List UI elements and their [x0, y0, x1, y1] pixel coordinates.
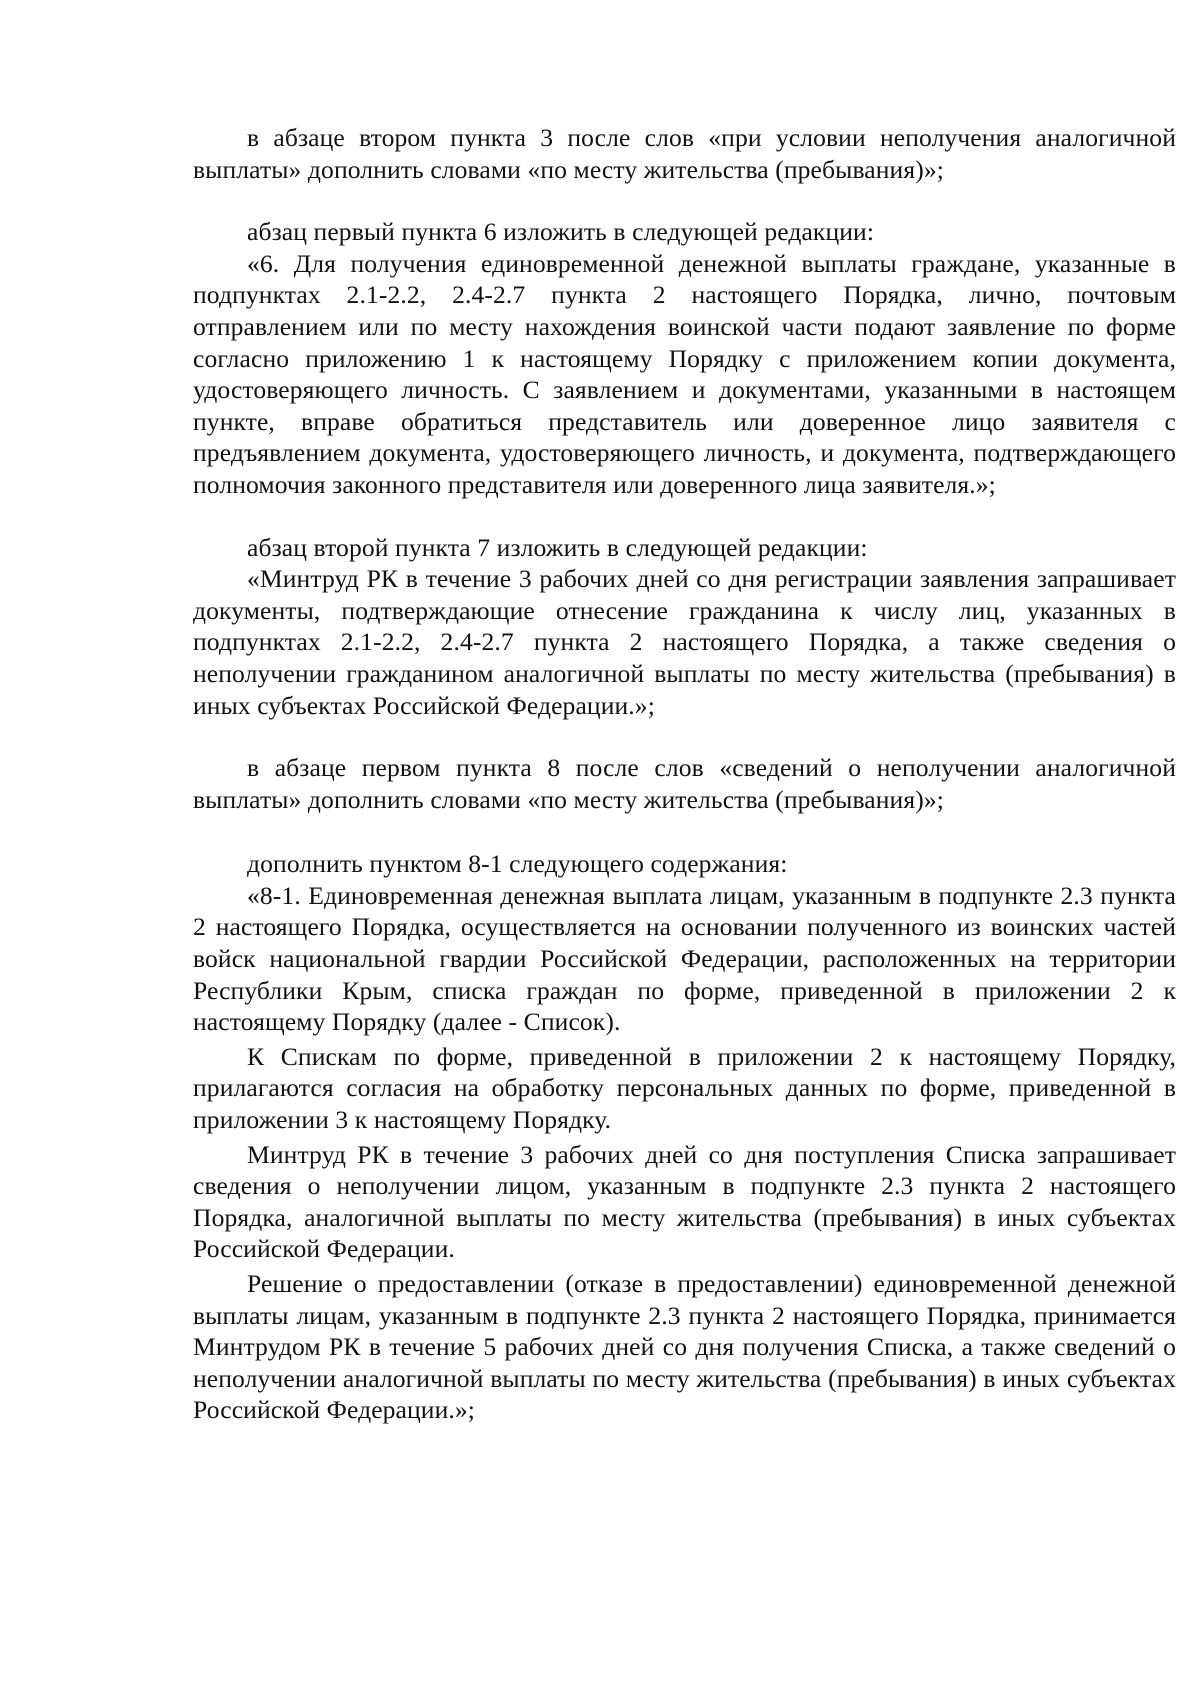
paragraph-amend-item-6-intro: абзац первый пункта 6 изложить в следующей редакции: — [247, 217, 875, 247]
paragraph-amend-item-7-intro: абзац второй пункта 7 изложить в следующей редакции: — [247, 532, 868, 562]
paragraph-item-6-text: «6. Для получения единовременной денежной выплаты граждане, указанные в подпунктах 2.1-2.2, 2.4-2.7 пункта 2 настоящего Порядка, лично, почтовым отправлением или по месту нахождения воинской части подают заявление по форме согласно приложению 1 к настоящему Порядку с приложением копии документа, удостоверяющего личность. С заявлением и документами, указанными в настоящем пункте, вправе обратиться представитель или доверенное лицо заявителя с предъявлением документа, удостоверяющего личность, и документа, подтверждающего полномочия законного представителя или доверенного лица заявителя.»; — [193, 248, 1176, 499]
paragraph-add-item-8-1-intro: дополнить пунктом 8-1 следующего содержания: — [247, 849, 788, 879]
paragraph-amend-item-8: в абзаце первом пункта 8 после слов «сведений о неполучении аналогичной выплаты» дополнить словами «по месту жительства (пребывания)»; — [193, 753, 1176, 814]
paragraph-item-8-1-request: Минтруд РК в течение 3 рабочих дней со дня поступления Списка запрашивает сведения о неполучении лицом, указанным в подпункте 2.3 пункта 2 настоящего Порядка, аналогичной выплаты по месту жительства (пребывания) в иных субъектах Российской Федерации. — [193, 1139, 1176, 1264]
paragraph-item-8-1-decision: Решение о предоставлении (отказе в предоставлении) единовременной денежной выплаты лицам, указанным в подпункте 2.3 пункта 2 настоящего Порядка, принимается Минтрудом РК в течение 5 рабочих дней со дня получения Списка, а также сведений о неполучении аналогичной выплаты по месту жительства (пребывания) в иных субъектах Российской Федерации.»; — [193, 1269, 1176, 1425]
paragraph-item-8-1-lists: К Спискам по форме, приведенной в приложении 2 к настоящему Порядку, прилагаются согласия на обработку персональных данных по форме, приведенной в приложении 3 к настоящему Порядку. — [193, 1041, 1176, 1135]
paragraph-item-8-1-text: «8-1. Единовременная денежная выплата лицам, указанным в подпункте 2.3 пункта 2 настоящего Порядка, осуществляется на основании полученного из воинских частей войск национальной гвардии Российской Федерации, расположенных на территории Республики Крым, списка граждан по форме, приведенной в приложении 2 к настоящему Порядку (далее - Список). — [193, 880, 1176, 1037]
paragraph-amend-item-3: в абзаце втором пункта 3 после слов «при условии неполучения аналогичной выплаты» дополнить словами «по месту жительства (пребывания)»; — [193, 123, 1176, 184]
paragraph-item-7-text: «Минтруд РК в течение 3 рабочих дней со дня регистрации заявления запрашивает документы, подтверждающие отнесение гражданина к числу лиц, указанных в подпунктах 2.1-2.2, 2.4-2.7 пункта 2 настоящего Порядка, а также сведения о неполучении гражданином аналогичной выплаты по месту жительства (пребывания) в иных субъектах Российской Федерации.»; — [193, 564, 1176, 720]
document-body — [193, 122, 1176, 1426]
